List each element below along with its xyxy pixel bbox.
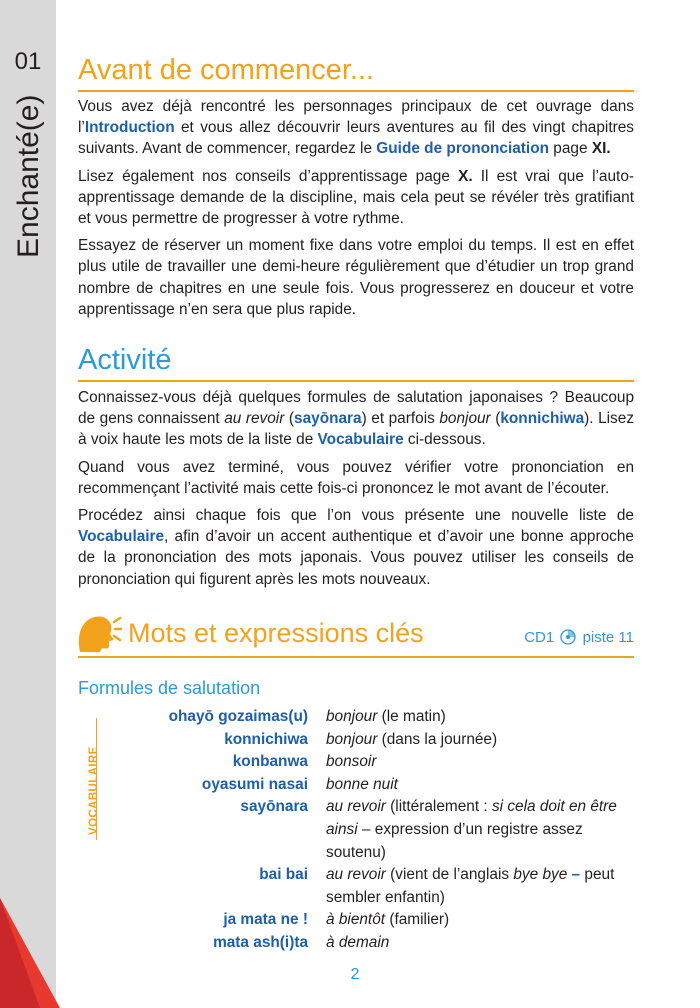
keyword-guide-prononciation: Guide de prononciation bbox=[376, 140, 550, 158]
vocab-row: konbanwa bonsoir bbox=[232, 753, 377, 771]
keyword-vocabulaire: Vocabulaire bbox=[317, 431, 404, 449]
avant-paragraph-1: Vous avez déjà rencontré les personnages principaux de cet ouvrage dans l’Introduction et vous allez découvrir leurs aventures au fil des vingt chapitres suivants. Avant de commencer, regardez le Guide de prononciation page XI. bbox=[78, 98, 634, 158]
chapter-title: Enchanté(e) bbox=[12, 94, 45, 258]
track-number: piste 11 bbox=[582, 629, 634, 646]
mots-section-title: Mots et expressions clés bbox=[128, 618, 424, 648]
section-title-activite: Activité bbox=[78, 342, 634, 382]
cd-disc-icon bbox=[560, 629, 576, 645]
mots-section-header bbox=[78, 612, 634, 658]
activite-paragraph-2: Quand vous avez terminé, vous pouvez vérifier votre prononciation en recommençant l’activité mais cette fois-ci prononcez le mot avant de l’écouter. bbox=[78, 458, 634, 497]
vocab-row: oyasumi nasai bonne nuit bbox=[201, 775, 398, 793]
audio-track-label bbox=[524, 629, 634, 646]
vocab-label: VOCABULAIRE bbox=[88, 746, 100, 835]
page-corner-decoration bbox=[0, 898, 60, 1008]
keyword-page-x: X. bbox=[458, 167, 473, 185]
vocab-row: ja mata ne ! à bientôt (familier) bbox=[223, 911, 450, 929]
section-title-avant: Avant de commencer... bbox=[78, 52, 634, 92]
avant-paragraph-3: Essayez de réserver un moment fixe dans votre emploi du temps. Il est en effet plus utile de travailler une demi-heure régulièrement que d’étudier un trop grand nombre de chapitres en une seule fois. Vous progresserez en douceur et votre apprentissage n’en sera que plus rapide. bbox=[78, 237, 634, 318]
page-number: 2 bbox=[350, 966, 360, 983]
vocab-row: konnichiwa bonjour (dans la journée) bbox=[224, 730, 498, 748]
subheading-salutations: Formules de salutation bbox=[78, 678, 261, 698]
activite-paragraph-3: Procédez ainsi chaque fois que l’on vous présente une nouvelle liste de Vocabulaire, afin d’avoir un accent authentique et d’avoir une bonne approche de la prononciation des mots japonais. Vous pouvez utiliser les conseils de prononciation qui figurent après les mots nouveaux. bbox=[78, 507, 634, 588]
keyword-introduction: Introduction bbox=[84, 119, 175, 137]
vocab-row: bai bai au revoir (vient de l’anglais bye bye – peut sembler enfantin) bbox=[259, 866, 615, 906]
cd-number: CD1 bbox=[524, 629, 555, 646]
chapter-number: 01 bbox=[14, 48, 42, 75]
speaking-head-icon bbox=[76, 612, 122, 654]
activite-paragraph-1: Connaissez-vous déjà quelques formules de salutation japonaises ? Beaucoup de gens connaissent au revoir (sayōnara) et parfois bonjour (konnichiwa). Lisez à voix haute les mots de la liste de Vocabulaire ci-dessous. bbox=[78, 389, 635, 449]
vocab-row: mata ash(i)ta à demain bbox=[213, 933, 390, 951]
vocab-list bbox=[108, 706, 634, 955]
avant-paragraph-2: Lisez également nos conseils d’apprentissage page X. Il est vrai que l’auto-apprentissage demande de la discipline, mais cela peut se révéler très gratifiant et vous permettre de progresser à votre rythme. bbox=[78, 167, 635, 228]
activite-paragraphs bbox=[78, 387, 634, 596]
keyword-page-xi: XI. bbox=[591, 140, 611, 158]
vocab-row: ohayō gozaimas(u) bonjour (le matin) bbox=[168, 708, 446, 725]
avant-paragraphs bbox=[78, 96, 634, 326]
vocab-row: sayōnara au revoir (littéralement : si cela doit en être ainsi – expression d’un registre assez soutenu) bbox=[240, 798, 617, 861]
